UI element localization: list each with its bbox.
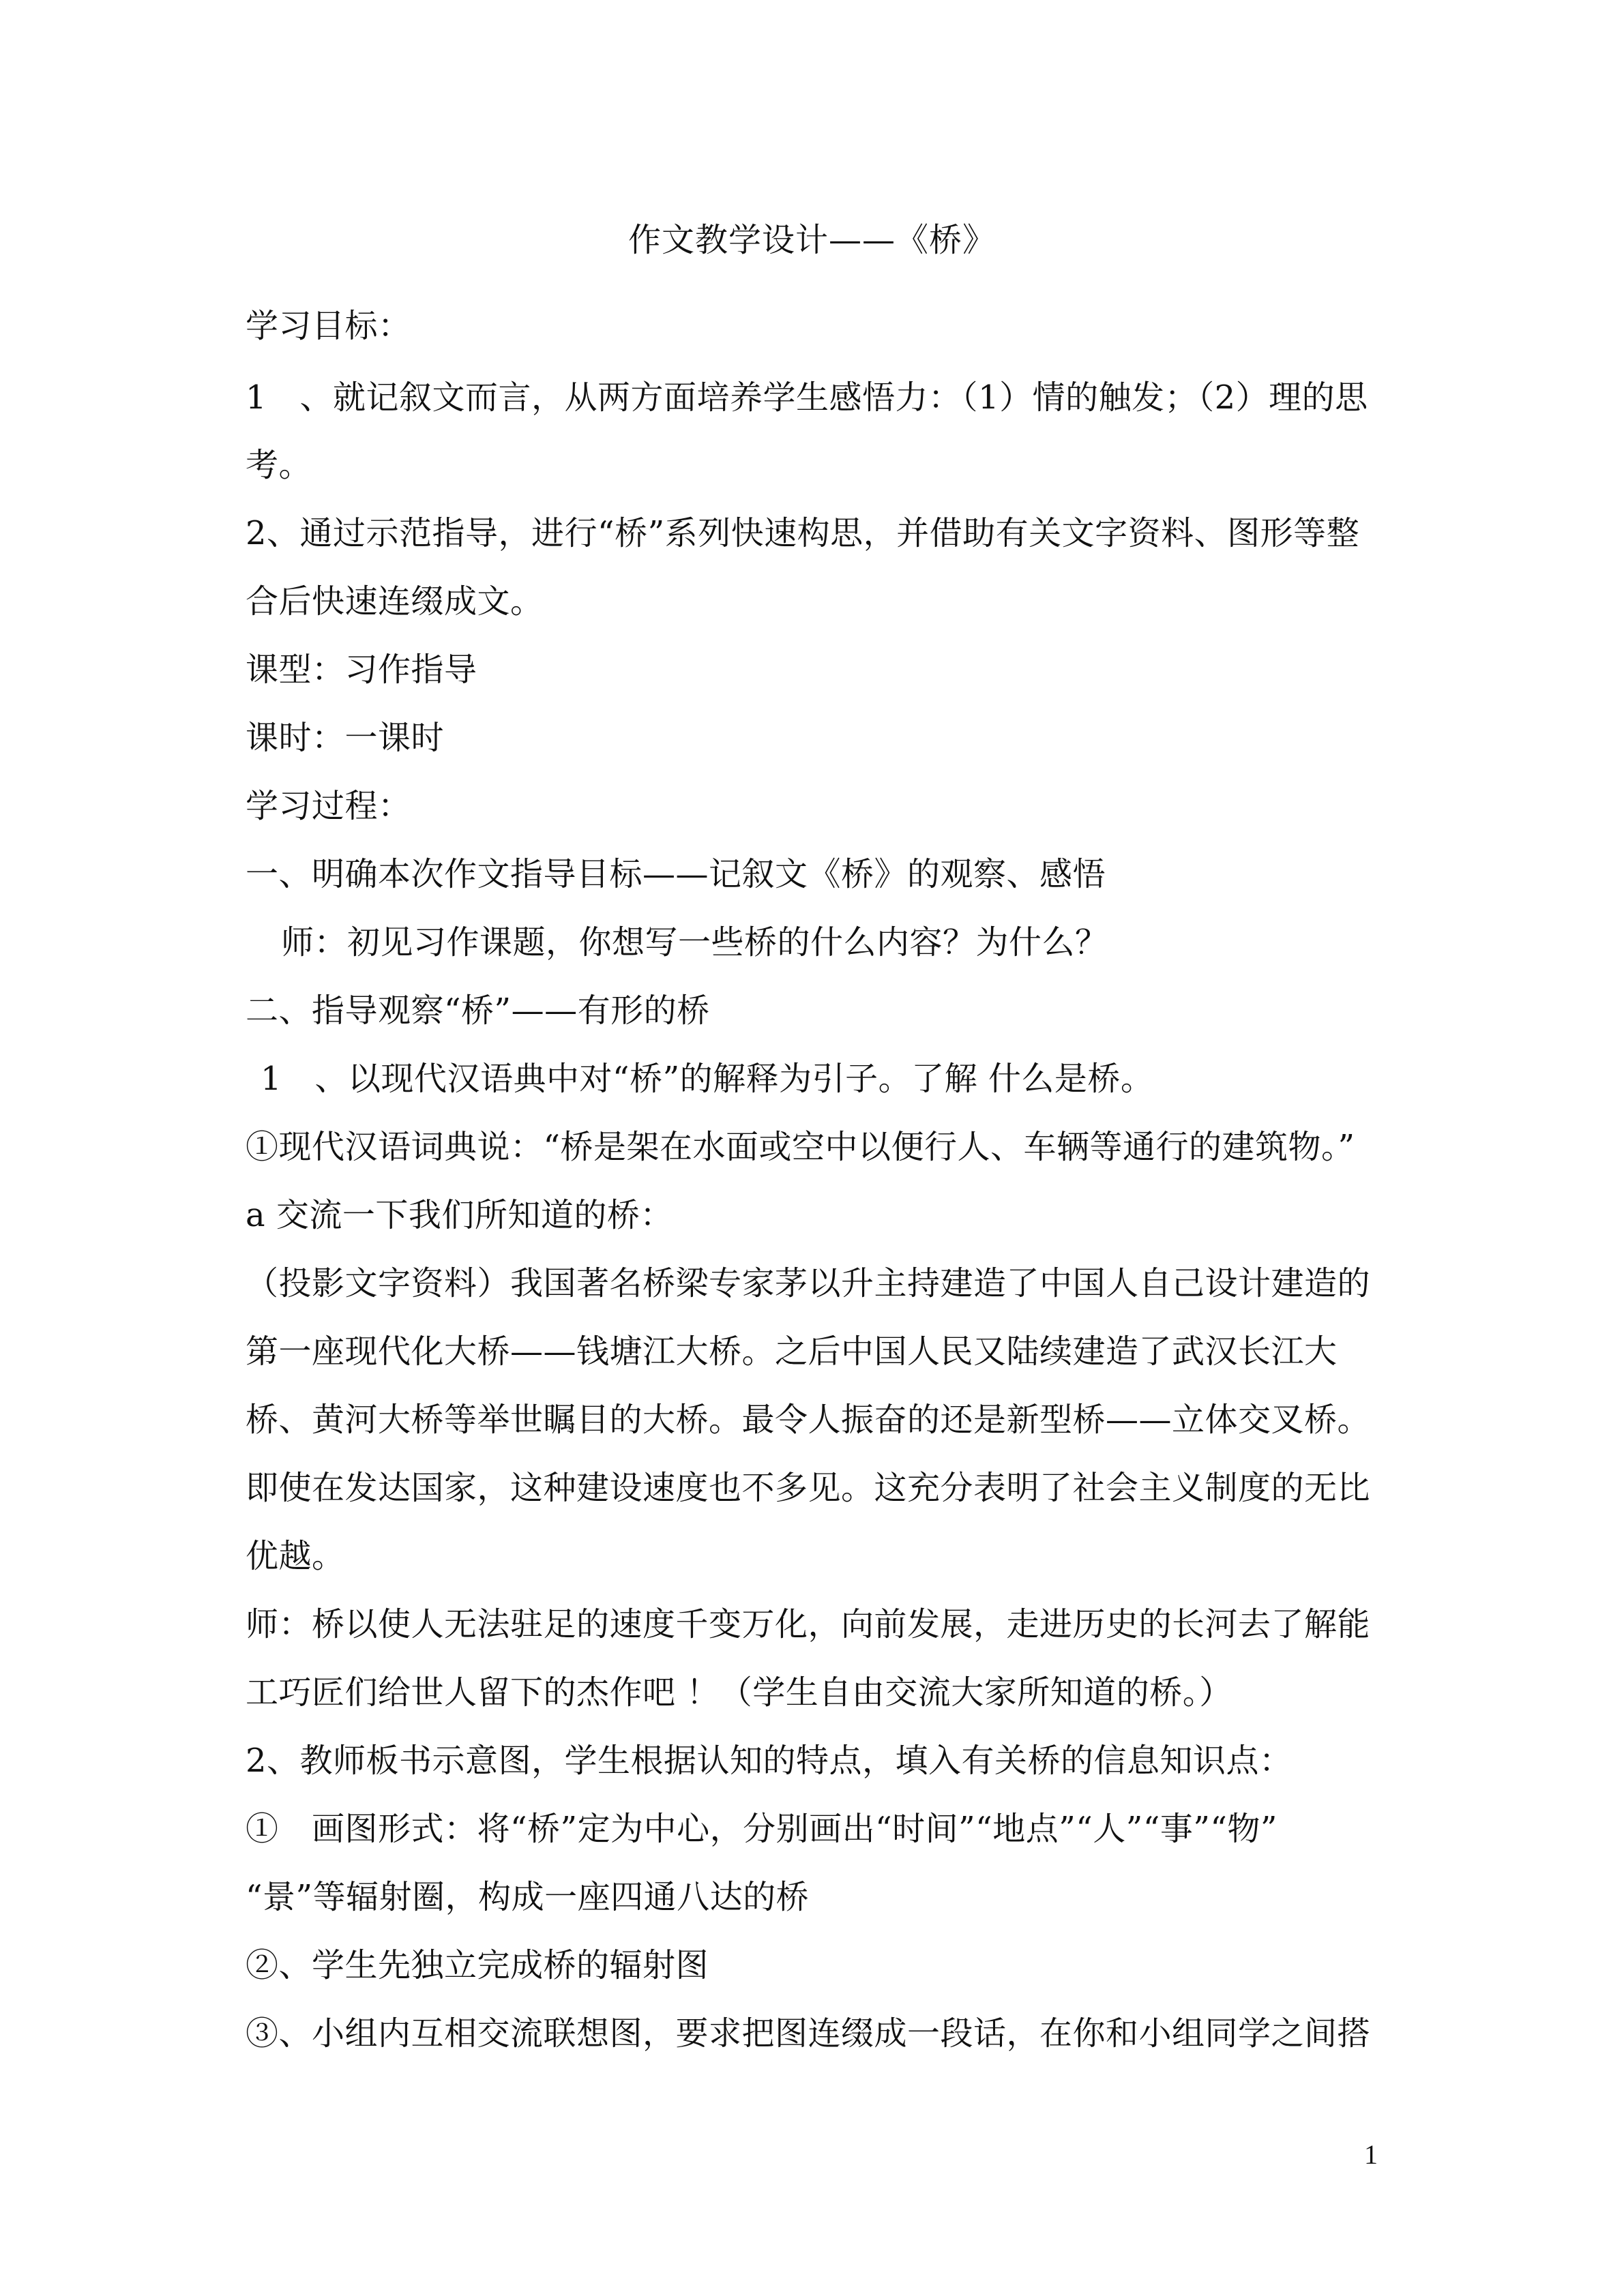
text-line: 1 、就记叙文而言，从两方面培养学生感悟力：（1）情的触发；（2）理的思: [246, 378, 1368, 417]
text-line: 合后快速连缀成文。: [246, 582, 544, 621]
text-line: 考。: [246, 446, 312, 484]
text-line: 工巧匠们给世人留下的杰作吧 ！（学生自由交流大家所知道的桥。）: [246, 1673, 1232, 1712]
text-line: ③、小组内互相交流联想图，要求把图连缀成一段话，在你和小组同学之间搭: [246, 2014, 1371, 2053]
text-line: 桥、黄河大桥等举世瞩目的大桥。最令人振奋的还是新型桥——立体交叉桥。: [246, 1401, 1371, 1439]
document-title: 作文教学设计——《桥》: [628, 221, 996, 259]
text-line: 一、明确本次作文指导目标——记叙文《桥》的观察、感悟: [246, 855, 1106, 893]
text-line: ① 画图形式：将“桥”定为中心，分别画出“时间”“地点”“人”“事”“物”: [246, 1810, 1278, 1848]
text-line: 课型：习作指导: [246, 651, 477, 689]
text-line: 师：初见习作课题，你想写一些桥的什么内容？为什么？: [281, 923, 1108, 961]
text-line: 2、通过示范指导，进行“桥”系列快速构思，并借助有关文字资料、图形等整: [246, 514, 1360, 552]
text-line: 学习过程：: [246, 787, 411, 825]
text-line: “景”等辐射圈，构成一座四通八达的桥: [246, 1878, 810, 1916]
text-line: ②、学生先独立完成桥的辐射图: [246, 1946, 709, 1984]
text-line: 师：桥以使人无法驻足的速度千变万化，向前发展，走进历史的长河去了解能: [246, 1605, 1371, 1643]
text-line: 即使在发达国家，这种建设速度也不多见。这充分表明了社会主义制度的无比: [246, 1469, 1371, 1507]
text-line: a 交流一下我们所知道的桥：: [246, 1196, 673, 1234]
text-line: （投影文字资料）我国著名桥梁专家茅以升主持建造了中国人自己设计建造的: [246, 1264, 1371, 1302]
text-line: ①现代汉语词典说：“桥是架在水面或空中以便行人、车辆等通行的建筑物。”: [246, 1128, 1355, 1166]
text-line: 1 、以现代汉语典中对“桥”的解释为引子。了解 什么是桥。: [261, 1060, 1154, 1098]
text-line: 第一座现代化大桥——钱塘江大桥。之后中国人民又陆续建造了武汉长江大: [246, 1332, 1338, 1371]
text-line: 学习目标：: [246, 307, 411, 345]
text-line: 二、指导观察“桥”——有形的桥: [246, 992, 710, 1030]
page-number: 1: [1364, 2139, 1378, 2170]
text-line: 优越。: [246, 1537, 345, 1575]
text-line: 课时：一课时: [246, 719, 445, 757]
text-line: 2、教师板书示意图，学生根据认知的特点，填入有关桥的信息知识点：: [246, 1742, 1293, 1780]
